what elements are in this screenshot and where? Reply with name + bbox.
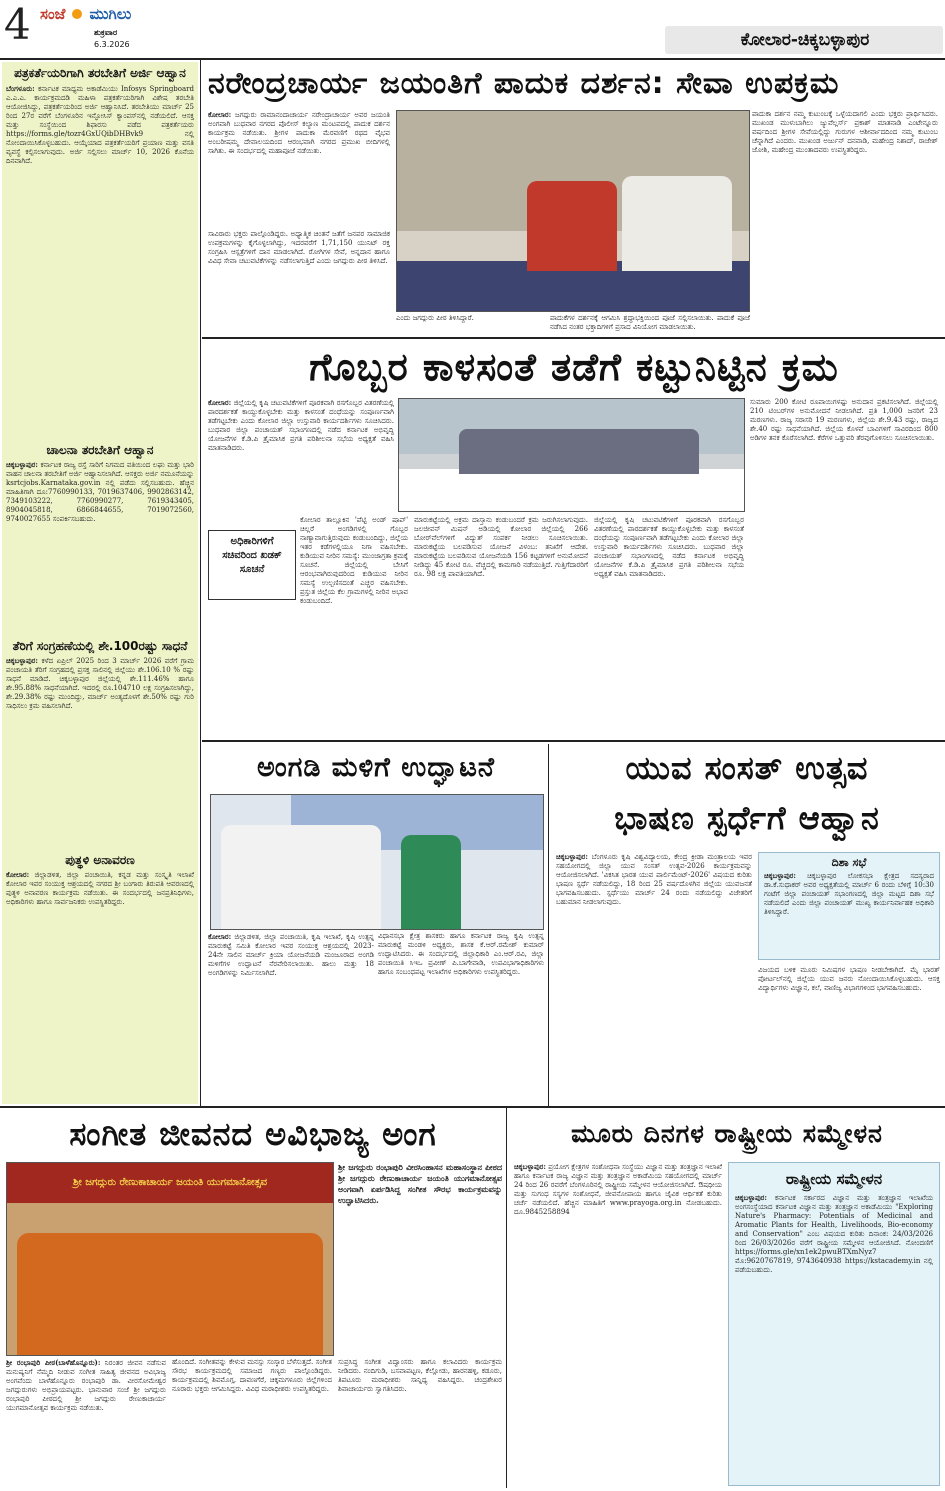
sidebar-headline-1: ಪತ್ರಕರ್ತೆಯರಿಗಾಗಿ ತರಬೇತಿಗೆ ಅರ್ಜಿ ಆಹ್ವಾನ	[14, 66, 186, 80]
mid-story-col-1	[208, 398, 394, 524]
article-body: ಸುಮಾರು 200 ಕೋಟಿ ರೂಪಾಯಿಗಳಷ್ಟು ಅನುದಾನ ಪ್ರಕಟಿಸಲಾಗಿದೆ. ಜಿಲ್ಲೆಯಲ್ಲಿ 210 ಟಿಂಬರ್‌ಗಳ ಅನುಮೋದನೆ ನೀಡಲಾಗಿದೆ. ಪ್ರತಿ 1,000 ಜನರಿಗೆ 23 ಮರಣಗಳು. ರಾಜ್ಯ ಸರಾಸರಿ 19 ಮರಣಗಳು, ಜಿಲ್ಲೆಯ ಶೇ.9.43 ರಷ್ಟು, ರಾಜ್ಯದ ಶೇ.40 ರಷ್ಟು ಸಾಧನೆಯಾಗಿದೆ. ಜಿಲ್ಲೆಯ ಕೊಳವೆ ಬಾವಿಗಳಿಗೆ ಸಾವಿರದಿಂದ 800 ಅಡಿಗಳ ತನಕ ಕೊರೆಸಲಾಗಿದೆ. ಕೆರೆಗಳ ಒತ್ತುವರಿ ತೆರವುಗೊಳಿಸಲು ಸೂಚಿಸಲಾಯಿತು.	[750, 398, 938, 442]
divider-bottom	[0, 1106, 945, 1108]
page-number: 4	[4, 0, 31, 49]
photo-banner-text: ಶ್ರೀ ಜಗದ್ಗುರು ರೇಣುಕಾಚಾರ್ಯ ಜಯಂತಿ ಯುಗಮಾನೋತ್ಸವ	[72, 1177, 268, 1188]
photo-woman	[401, 835, 461, 929]
masthead-divider	[0, 58, 945, 60]
sidebar-story-1	[6, 66, 194, 374]
issue-date: 6.3.2026	[94, 40, 130, 49]
angadi-col-1	[208, 932, 374, 1100]
yuva-col-1	[556, 852, 752, 1100]
mid-story-col-2	[300, 516, 408, 736]
mid-story-photo	[398, 398, 745, 512]
article-body: ಜಿಲ್ಲಾಡಳಿತ, ಜಿಲ್ಲಾ ಪಂಚಾಯಿತಿ, ಕೃಷಿ ಇಲಾಖೆ, ಕೃಷಿ ಉತ್ಪನ್ನ ಮಾರುಕಟ್ಟೆ ಸಮಿತಿ ಕೋಲಾರ ಇವರ ಸಂಯುಕ್ತ ಆಶ್ರಯದಲ್ಲಿ 2023-24ನೇ ಸಾಲಿನ ಮಾರ್ಚ್ ಕ್ರಿಯಾ ಯೋಜನೆಯಡಿ ಮಂಜೂರಾದ ಅಂಗಡಿ ಮಳಿಗೆಗಳ ಉದ್ಘಾಟನೆ ನೆರವೇರಿಸಲಾಯಿತು. ಹಾಲು ಮತ್ತು 18 ಅಂಗಡಿಗಳನ್ನು ನಿರ್ಮಿಸಲಾಗಿದೆ.	[208, 933, 374, 977]
dateline: ಚಿಕ್ಕಬಳ್ಳಾಪುರ:	[6, 460, 38, 469]
dateline: ಚಿಕ್ಕಬಳ್ಳಾಪುರ:	[514, 1162, 546, 1171]
sammelana-box	[728, 1162, 940, 1486]
sidebar-headline-4: ಪುತ್ಥಳಿ ಅನಾವರಣ	[65, 853, 135, 867]
sangeeta-col-3	[338, 1358, 502, 1486]
article-body: ಸಾವಿರಾರು ಭಕ್ತರು ಪಾಲ್ಗೊಂಡಿದ್ದರು. ಅಧ್ಯಾತ್ಮಿಕ ಚಿಂತನೆ ಜತೆಗೆ ಜನಪರ ಸಾಮಾಜಿಕ ಉಪಕ್ರಮಗಳನ್ನು ಕೈಗೊಳ್ಳಲಾಗಿದ್ದು, ಇದರವರೆಗೆ 1,71,150 ಯುನಿಟ್ ರಕ್ತ ಸಂಗ್ರಹಿಸಿ ಆಸ್ಪತ್ರೆಗಳಿಗೆ ದಾನ ಮಾಡಲಾಗಿದೆ. ರೋಗಿಗಳ ಸೇವೆ, ಅನ್ನದಾನ ಹಾಗೂ ವಿವಿಧ ಸೇವಾ ಚಟುವಟಿಕೆಗಳನ್ನು ನಡೆಸಲಾಗುತ್ತಿದೆ ಎಂದು ಜಗದ್ಗುರು ಪೀಠ ತಿಳಿಸಿದೆ.	[208, 230, 390, 265]
sun-icon	[72, 9, 82, 19]
sangeeta-col-1	[6, 1358, 166, 1486]
sidebar-story-2	[6, 444, 194, 632]
dateline: ಬೆಂಗಳೂರು:	[6, 84, 35, 93]
photo-seers	[17, 1233, 323, 1355]
disha-box	[758, 852, 940, 960]
sidebar-story-3	[6, 640, 194, 836]
article-body: ಜಿಲ್ಲೆಯಲ್ಲಿ ಕೃಷಿ ಚಟುವಟಿಕೆಗಳಿಗೆ ಪೂರಕವಾಗಿ ರಸಗೊಬ್ಬರ ವಿತರಣೆಯಲ್ಲಿ ಪಾರದರ್ಶಕತೆ ಕಾಯ್ದುಕೊಳ್ಳಬೇಕು ಮತ್ತು ಕಾಳಸಂತೆ ದಂಧೆಯನ್ನು ಸಂಪೂರ್ಣವಾಗಿ ತಡೆಗಟ್ಟಬೇಕು ಎಂದು ಕೋಲಾರ ಜಿಲ್ಲಾ ಉಸ್ತುವಾರಿ ಕಾರ್ಯದರ್ಶಿಗಳು ಸೂಚಿಸಿದರು. ಬುಧವಾರ ಜಿಲ್ಲಾ ಪಂಚಾಯತ್ ಸಭಾಂಗಣದಲ್ಲಿ ನಡೆದ ಕರ್ನಾಟಕ ಅಭಿವೃದ್ಧಿ ಯೋಜನೆಗಳ ಕೆ.ಡಿ.ಪಿ ತ್ರೈಮಾಸಿಕ ಪ್ರಗತಿ ಪರಿಶೀಲನಾ ಸಭೆಯ ಅಧ್ಯಕ್ಷತೆ ವಹಿಸಿ ಮಾತನಾಡಿದರು.	[594, 516, 744, 578]
dateline: ಕೋಲಾರ:	[6, 870, 30, 879]
masthead	[0, 0, 945, 58]
dateline: ಚಿಕ್ಕಬಳ್ಳಾಪುರ:	[764, 871, 796, 880]
top-story-photo-caption: ಎಂದು ಜಗದ್ಗುರು ಪೀಠ ತಿಳಿಸಿದ್ದಾರೆ.	[396, 314, 474, 322]
sidebar-body-1	[6, 84, 194, 374]
sammelana-box-body	[729, 1189, 939, 1487]
photo-people-group	[527, 181, 617, 271]
article-body: ಕೋಲಾರ ತಾಲ್ಲೂಕಿನ 'ಪೆಟ್ಟಿ ಅಂಡ್ ಷಾಪ್' ಚಿಲ್ಲರೆ ಅಂಗಡಿಗಳಲ್ಲಿ ಗೊಬ್ಬರ ನಾಣ್ಯಾವಾಗುತ್ತಿರುವುದು ಕಂಡುಬಂದಿದ್ದು, ಜಿಲ್ಲೆಯ ಇತರ ಕಡೆಗಳಲ್ಲಿಯೂ ನಿಗಾ ವಹಿಸಬೇಕು. ಕುಡಿಯುವ ನೀರಿನ ಸಮಸ್ಯೆ: ಮುಂಜಾಗ್ರತಾ ಕ್ರಮಕ್ಕೆ ಸೂಚನೆ. ಜಿಲ್ಲೆಯಲ್ಲಿ ಬೇಸಿಗೆ ಆರಂಭವಾಗಿರುವುದರಿಂದ ಕುಡಿಯುವ ನೀರಿನ ಸಮಸ್ಯೆ ಉಲ್ಬಣಿಸದಂತೆ ಎಚ್ಚರ ವಹಿಸಬೇಕು. ಪ್ರಸ್ತುತ ಜಿಲ್ಲೆಯ ಕೆಲ ಗ್ರಾಮಗಳಲ್ಲಿ ನೀರಿನ ಅಭಾವ ಕಂಡುಬಂದಿದೆ.	[300, 516, 408, 605]
dateline: ಚಿಕ್ಕಬಳ್ಳಾಪುರ:	[735, 1193, 767, 1202]
article-body: ಕರ್ನಾಟಕ ರಾಜ್ಯ ರಸ್ತೆ ಸಾರಿಗೆ ನಿಗಮದ ವತಿಯಿಂದ ಲಘು ಮತ್ತು ಭಾರಿ ವಾಹನ ಚಾಲನಾ ತರಬೇತಿಗೆ ಅರ್ಜಿ ಆಹ್ವಾನಿಸಲಾಗಿದೆ. ಆಸಕ್ತರು ಅರ್ಜಿ ನಮೂನೆಯನ್ನು ksrtcjobs.Karnataka.gov.in ನಲ್ಲಿ ಪಡೆದು ಸಲ್ಲಿಸಬಹುದು. ಹೆಚ್ಚಿನ ಮಾಹಿತಿಗಾಗಿ ದೂ:7760990133, 7019637406, 9902863142, 7349103222, 7760990277, 7619343405, 8904045818, 6866844655, 7019072560, 9740027655 ಸಂಪರ್ಕಿಸಬಹುದು.	[6, 461, 194, 523]
sammelana-headline: ಮೂರು ದಿನಗಳ ರಾಷ್ಟ್ರೀಯ ಸಮ್ಮೇಳನ	[571, 1119, 883, 1148]
sidebar-story-4	[6, 854, 194, 1090]
sidebar-divider	[200, 60, 201, 1106]
top-story-col-2	[208, 230, 390, 334]
sangeeta-side-caption: ಶ್ರೀ ಜಗದ್ಗುರು ರಂಭಾಪುರಿ ವೀರಸಿಂಹಾಸನ ಮಹಾಸಂಸ್ಥಾನ ಪೀಠದ ಶ್ರೀ ಜಗದ್ಗುರು ರೇಣುಕಾಚಾರ್ಯ ಜಯಂತಿ ಯುಗಮಾನೋತ್ಸವ ಅಂಗವಾಗಿ ಏರ್ಪಡಿಸಿದ್ದ ಸಂಗೀತ ಸೌರಭ ಕಾರ್ಯಕ್ರಮವನ್ನು ಉದ್ಘಾಟಿಸಿದರು.	[338, 1162, 502, 1205]
dateline: ಕೋಲಾರ:	[208, 398, 232, 407]
dateline: ಚಿಕ್ಕಬಳ್ಳಾಪುರ:	[556, 852, 588, 861]
article-body: ವಿಜಯದ ಬಳಿಕ ಮೂರು ನಿಮಿಷಗಳ ಭಾಷಣ ನೀಡಬೇಕಾಗಿದೆ. ಮೈ ಭಾರತ್ ಪೋರ್ಟಲ್‌ನಲ್ಲಿ ಜಿಲ್ಲೆಯ ಯುವ ಜನರು ನೋಂದಾಯಿಸಿಕೊಳ್ಳಬಹುದು. ಆಸಕ್ತ ವಿದ್ಯಾರ್ಥಿಗಳು ವಿಜ್ಞಾನ, ಕಲೆ, ವಾಣಿಜ್ಯ ವಿಭಾಗಗಳಿಂದ ಭಾಗವಹಿಸಬಹುದು.	[758, 966, 940, 992]
article-body: ವಿಧಾನಸಭಾ ಕ್ಷೇತ್ರ ಶಾಸಕರು ಹಾಗೂ ಕರ್ನಾಟಕ ರಾಜ್ಯ ಕೃಷಿ ಉತ್ಪನ್ನ ಮಾರುಕಟ್ಟೆ ಮಂಡಳಿ ಅಧ್ಯಕ್ಷರು, ಶಾಸಕ ಕೆ.ಆರ್.ರಮೇಶ್ ಕುಮಾರ್ ಉದ್ಘಾಟಿಸಿದರು. ಈ ಸಂದರ್ಭದಲ್ಲಿ ಜಿಲ್ಲಾಧಿಕಾರಿ ಎಂ.ಆರ್.ರವಿ, ಜಿಲ್ಲಾ ಪಂಚಾಯಿತಿ ಸಿಇಒ ಪ್ರವೀಣ್ ಪಿ.ಬಾಗೇವಾಡಿ, ಉಪವಿಭಾಗಾಧಿಕಾರಿಗಳು ಹಾಗೂ ಸಂಬಂಧಪಟ್ಟ ಇಲಾಖೆಗಳ ಅಧಿಕಾರಿಗಳು ಉಪಸ್ಥಿತರಿದ್ದರು.	[378, 932, 544, 976]
sangeeta-col-2	[172, 1358, 332, 1486]
mid-story-col-4	[750, 398, 938, 736]
disha-box-body	[759, 869, 939, 957]
top-story-headline: ನರೇಂದ್ರಚಾರ್ಯ ಜಯಂತಿಗೆ ಪಾದುಕ ದರ್ಶನ: ಸೇವಾ ಉಪಕ್ರಮ	[208, 66, 840, 101]
sangeeta-headline: ಸಂಗೀತ ಜೀವನದ ಅವಿಭಾಜ್ಯ ಅಂಗ	[69, 1115, 437, 1153]
photo-table	[399, 469, 744, 511]
photo-men	[221, 825, 381, 929]
mid-story-col-3	[414, 516, 588, 736]
section-title: ಕೋಲಾರ-ಚಿಕ್ಕಬಳ್ಳಾಪುರ	[740, 30, 870, 50]
article-body: ಕರ್ನಾಟಕ ಸರ್ಕಾರದ ವಿಜ್ಞಾನ ಮತ್ತು ತಂತ್ರಜ್ಞಾನ ಇಲಾಖೆಯ ಅಂಗಸಂಸ್ಥೆಯಾದ ಕರ್ನಾಟಕ ವಿಜ್ಞಾನ ಮತ್ತು ತಂತ್ರಜ್ಞಾನ ಅಕಾಡೆಮಿಯು "Exploring Nature's Pharmacy: Potentials of Medicinal and Aromatic Plants for Health, Livelihoods, Bio-economy and Conservation" ಎಂಬ ವಿಷಯದ ಕುರಿತು ದಿನಾಂಕ: 24/03/2026 ರಿಂದ 26/03/2026ರ ವರೆಗೆ ರಾಷ್ಟ್ರೀಯ ಸಮ್ಮೇಳನ ಆಯೋಜಿಸಿದೆ. ನೋಂದಣಿಗೆ https://forms.gle/xn1ek2pwuBTXmNyz7 ಮೊ:9620767819, 9743640938 https://kstacademy.in ನಲ್ಲಿ ಪಡೆಯಬಹುದು.	[735, 1194, 933, 1274]
article-body: ಮಾರುಕಟ್ಟೆಯಲ್ಲಿ ಅಕ್ರಮ ದಾಸ್ತಾನು ಕಂಡುಬಂದರೆ ಕ್ರಮ ಜರುಗಿಸಲಾಗುವುದು. ಜಲಜೀವನ್ ಮಿಷನ್ ಅಡಿಯಲ್ಲಿ ಕೋಲಾರ ಜಿಲ್ಲೆಯಲ್ಲಿ 266 ಬೋರ್‌ವೆಲ್‌ಗಳಿಗೆ ವಿದ್ಯುತ್ ಸಂಪರ್ಕ ನೀಡಲು ಸೂಚಿಸಲಾಯಿತು. ಮಾರುಕಟ್ಟೆಯ ಬಲಪಡಿಸುವ ಯೋಜನೆ ವಿಳಂಬ: ತನಿಖೆಗೆ ಆದೇಶ. ಮಾರುಕಟ್ಟೆಯ ಬಲಪಡಿಸುವ ಯೋಜನೆಯಡಿ 156 ಕಟ್ಟಡಗಳಿಗೆ ಅನುಮೋದನೆ ನೀಡಿದ್ದು 45 ಕೋಟಿ ರೂ. ವೆಚ್ಚದಲ್ಲಿ ಕಾಮಗಾರಿ ನಡೆಯುತ್ತಿದೆ. ಗುತ್ತಿಗೆದಾರರಿಗೆ ರೂ. 98 ಲಕ್ಷ ಪಾವತಿಯಾಗಿದೆ.	[414, 516, 588, 578]
article-body: ಜಗದ್ಗುರು ರಾಮಾನಂದಾಚಾರ್ಯ ನರೇಂದ್ರಾಚಾರ್ಯ ಅವರ ಜಯಂತಿ ಅಂಗವಾಗಿ ಬುಧವಾರ ನಗರದ ಪೊಲೀಸ್ ಕಲ್ಯಾಣ ಮಂಟಪದಲ್ಲಿ ಪಾದುಕ ದರ್ಶನ ಕಾರ್ಯಕ್ರಮ ನಡೆಯಿತು. ಶ್ರೀಗಳ ಪಾದುಕಾ ಮೆರವಣಿಗೆ ರಥದ ವೈಭವ ಅಂಬರೀಷಮ್ಮ ದೇವಾಲಯದಿಂದ ಆರಂಭವಾಗಿ ನಗರದ ಪ್ರಮುಖ ಬೀದಿಗಳಲ್ಲಿ ಸಾಗಿತು. ಈ ಸಂದರ್ಭದಲ್ಲಿ ಮಹಾಪೂಜೆ ನಡೆಯಿತು.	[208, 111, 390, 155]
yuva-headline-1: ಯುವ ಸಂಸತ್ ಉತ್ಸವ	[625, 749, 869, 787]
article-body: ಪ್ರಯೋಗ ಕ್ಷೇತ್ರಗಳ ಸಂಶೋಧನಾ ಸಂಸ್ಥೆಯು ವಿಜ್ಞಾನ ಮತ್ತು ತಂತ್ರಜ್ಞಾನ ಇಲಾಖೆ ಹಾಗೂ ಕರ್ನಾಟಕ ರಾಜ್ಯ ವಿಜ್ಞಾನ ಮತ್ತು ತಂತ್ರಜ್ಞಾನ ಅಕಾಡೆಮಿಯ ಸಹಯೋಗದಲ್ಲಿ ಮಾರ್ಚ್ 24 ರಿಂದ 26 ರವರೆಗೆ ಬೆಂಗಳೂರಿನಲ್ಲಿ ರಾಷ್ಟ್ರೀಯ ಸಮ್ಮೇಳನ ಆಯೋಜಿಸಲಾಗಿದೆ. ಔಷಧೀಯ ಮತ್ತು ಸುಗಂಧ ಸಸ್ಯಗಳ ಸಂಶೋಧನೆ, ಜೀವನೋಪಾಯ ಹಾಗೂ ಜೈವಿಕ ಆರ್ಥಿಕತೆ ಕುರಿತು ಚರ್ಚೆ ನಡೆಯಲಿದೆ. ಹೆಚ್ಚಿನ ಮಾಹಿತಿಗೆ www.prayoga.org.in ನೋಡಬಹುದು. ದೂ.9845258894	[514, 1163, 722, 1216]
sidebar-body-4	[6, 870, 194, 1090]
angadi-col-2	[378, 932, 544, 1100]
article-body: ಚಿಕ್ಕಬಳ್ಳಾಪುರ ಲೋಕಸಭಾ ಕ್ಷೇತ್ರದ ಸದಸ್ಯರಾದ ಡಾ.ಕೆ.ಸುಧಾಕರ್ ಅವರ ಅಧ್ಯಕ್ಷತೆಯಲ್ಲಿ ಮಾರ್ಚ್ 6 ರಂದು ಬೆಳಿಗ್ಗೆ 10:30 ಗಂಟೆಗೆ ಜಿಲ್ಲಾ ಪಂಚಾಯತ್ ಸಭಾಂಗಣದಲ್ಲಿ ಜಿಲ್ಲಾ ಮಟ್ಟದ ದಿಶಾ ಸಭೆ ನಡೆಯಲಿದೆ ಎಂದು ಜಿಲ್ಲಾ ಪಂಚಾಯತ್ ಮುಖ್ಯ ಕಾರ್ಯನಿರ್ವಾಹಕ ಅಧಿಕಾರಿ ತಿಳಿಸಿದ್ದಾರೆ.	[764, 872, 934, 916]
article-body: ಪಾದುಕಾ ದರ್ಶನ ನಮ್ಮ ಕುಟುಂಬಕ್ಕೆ ಒಳ್ಳೆಯದಾಗಲಿ ಎಂದು ಭಕ್ತರು ಪ್ರಾರ್ಥಿಸಿದರು. ಮುಖಂಡ ಮುಳುಬಾಗಿಲು ಜ್ಯುವೆಲ್ಲರ್ಸ್ ಪ್ರಕಾಶ್ ಮಾತನಾಡಿ ಎಂಟೇನ್ನೂರು ವರ್ಷದಿಂದ ಶ್ರೀಗಳ ಸೇವೆಯಲ್ಲಿದ್ದು ಗುರುಗಳ ಆಶೀರ್ವಾದದಿಂದ ನಮ್ಮ ಕುಟುಂಬ ಚೆನ್ನಾಗಿದೆ ಎಂದರು. ಮುಖಂಡ ಅರ್ಜುನ್ ದನವಾಡಿ, ಮಹೇಂದ್ರ ನಿಶಾದ್, ರಾಜೇಶ್ ಜೋಶಿ, ಮಹೇಂದ್ರ ಮುಂತಾದವರು ಉಪಸ್ಥಿತರಿದ್ದರು.	[752, 110, 938, 154]
article-body: ಜಿಲ್ಲೆಯಲ್ಲಿ ಕೃಷಿ ಚಟುವಟಿಕೆಗಳಿಗೆ ಪೂರಕವಾಗಿ ರಸಗೊಬ್ಬರ ವಿತರಣೆಯಲ್ಲಿ ಪಾರದರ್ಶಕತೆ ಕಾಯ್ದುಕೊಳ್ಳಬೇಕು ಮತ್ತು ಕಾಳಸಂತೆ ದಂಧೆಯನ್ನು ಸಂಪೂರ್ಣವಾಗಿ ತಡೆಗಟ್ಟಬೇಕು ಎಂದು ಕೋಲಾರ ಜಿಲ್ಲಾ ಉಸ್ತುವಾರಿ ಕಾರ್ಯದರ್ಶಿಗಳು ಸೂಚಿಸಿದರು. ಬುಧವಾರ ಜಿಲ್ಲಾ ಪಂಚಾಯತ್ ಸಭಾಂಗಣದಲ್ಲಿ ನಡೆದ ಕರ್ನಾಟಕ ಅಭಿವೃದ್ಧಿ ಯೋಜನೆಗಳ ಕೆ.ಡಿ.ಪಿ ತ್ರೈಮಾಸಿಕ ಪ್ರಗತಿ ಪರಿಶೀಲನಾ ಸಭೆಯ ಅಧ್ಯಕ್ಷತೆ ವಹಿಸಿ ಮಾತನಾಡಿದರು.	[208, 399, 394, 452]
sidebar-headline-3: ತೆರಿಗೆ ಸಂಗ್ರಹಣೆಯಲ್ಲಿ ಶೇ.100ರಷ್ಟು ಸಾಧನೆ	[12, 639, 188, 653]
yuva-col-2	[758, 966, 940, 1100]
article-body: ಸುಪ್ರಸಿದ್ಧ ಸಂಗೀತ ವಿದ್ವಾಂಸರು ಹಾಗೂ ಕಲಾವಿದರು ಕಾರ್ಯಕ್ರಮ ನೀಡಿದರು. ನಂದಿಗುಡಿ, ಬಸವಾಪಟ್ಟಣ, ಕೆಲ್ಲೋಡು, ಹಾರನಹಳ್ಳಿ, ಕಡೂರು, ತಿಪಟೂರು ಮಠಾಧೀಶರು ಸಾನ್ನಿಧ್ಯ ವಹಿಸಿದ್ದರು. ಚಂದ್ರಶೇಖರ ಶಿವಾಚಾರ್ಯರು ಸ್ವಾಗತಿಸಿದರು.	[338, 1358, 502, 1393]
sidebar-body-2	[6, 460, 194, 632]
sangeeta-photo	[6, 1162, 334, 1356]
article-body: ಬೆಂಗಳೂರು ಕೃಷಿ ವಿಶ್ವವಿದ್ಯಾಲಯ, ಕೇಂದ್ರ ಕ್ರೀಡಾ ಮಂತ್ರಾಲಯ ಇವರ ಸಹಯೋಗದಲ್ಲಿ ಜಿಲ್ಲಾ ಯುವ ಸಂಸತ್ ಉತ್ಸವ-2026 ಕಾರ್ಯಕ್ರಮವನ್ನು ಆಯೋಜಿಸಲಾಗಿದೆ. 'ವಿಕಸಿತ ಭಾರತ ಯುವ ಪಾರ್ಲಿಮೆಂಟ್-2026' ವಿಷಯದ ಕುರಿತು ಭಾಷಣ ಸ್ಪರ್ಧೆ ನಡೆಯಲಿದ್ದು, 18 ರಿಂದ 25 ವರ್ಷದೊಳಗಿನ ಜಿಲ್ಲೆಯ ಯುವಜನತೆ ಭಾಗವಹಿಸಬಹುದು. ಸ್ಪರ್ಧೆಯು ಮಾರ್ಚ್ 24 ರಂದು ನಡೆಯಲಿದ್ದು ವಿಜೇತರಿಗೆ ಬಹುಮಾನ ನೀಡಲಾಗುವುದು.	[556, 853, 752, 906]
article-body: ಕಳೆದ ಏಪ್ರಿಲ್ 2025 ರಿಂದ 3 ಮಾರ್ಚ್ 2026 ವರೆಗೆ ಗ್ರಾಮ ಪಂಚಾಯತಿ ತೆರಿಗೆ ಸಂಗ್ರಹದಲ್ಲಿ ಪ್ರಸಕ್ತ ಸಾಲಿನಲ್ಲಿ ಜಿಲ್ಲೆಯು ಶೇ.106.10 % ರಷ್ಟು ಸಾಧನೆ ಮಾಡಿದೆ. ಚಿಕ್ಕಬಳ್ಳಾಪುರ ಜಿಲ್ಲೆಯಲ್ಲಿ ಶೇ.111.46% ಹಾಗೂ ಶೇ.95.88% ಸಾಧನೆಯಾಗಿದೆ. ಇದರಲ್ಲಿ ರೂ.104710 ಲಕ್ಷ ಸಂಗ್ರಹಿಸಲಾಗಿದ್ದು, ಶೇ.29.38% ರಷ್ಟು ಮುಂದಿದ್ದು, ಮಾರ್ಚ್ ಅಂತ್ಯದೊಳಗೆ ಶೇ.50% ರಷ್ಟು ಗುರಿ ಸಾಧಿಸಲು ಕ್ರಮ ವಹಿಸಲಾಗಿದೆ.	[6, 657, 194, 710]
sidebar-body-3	[6, 656, 194, 836]
angadi-headline: ಅಂಗಡಿ ಮಳಿಗೆ ಉದ್ಘಾಟನೆ	[257, 752, 495, 783]
yuva-headline-2: ಭಾಷಣ ಸ್ಪರ್ಧೆಗೆ ಆಹ್ವಾನ	[614, 799, 880, 837]
sidebar-headline-2: ಚಾಲನಾ ತರಬೇತಿಗೆ ಆಹ್ವಾನ	[46, 443, 154, 457]
photo-officials	[459, 429, 699, 474]
photo-people-men	[622, 176, 732, 271]
divider-mid-story	[202, 740, 945, 742]
paper-name-b: ಮುಗಿಲು	[89, 5, 132, 23]
mid-story-col-5	[594, 516, 744, 736]
article-body: ಕರ್ನಾಟಕ ಮಾಧ್ಯಮ ಅಕಾಡೆಮಿಯು Infosys Springboard ಎ.ಎ.ಎ. ಕಾರ್ಯಕ್ರಮದಡಿ ಮಹಿಳಾ ಪತ್ರಕರ್ತೆಯರಿಗಾಗಿ ವಿಶೇಷ ತರಬೇತಿ ಆಯೋಜಿಸಿದ್ದು, ಪತ್ರಕರ್ತೆಯರಿಂದ ಅರ್ಜಿ ಆಹ್ವಾನಿಸಿದೆ. ತರಬೇತಿಯು ಮಾರ್ಚ್ 25 ರಿಂದ 27ರ ವರೆಗೆ ಬೆಂಗಳೂರಿನ ಇನ್ಫೋಸಿಸ್ ಕ್ಯಾಂಪಸ್‌ನಲ್ಲಿ ನಡೆಯಲಿದೆ. ಆಸಕ್ತ ಮತ್ತು ಸಂಸ್ಥೆಯಿಂದ ಶಿಫಾರಸು ಪಡೆದ ಪತ್ರಕರ್ತೆಯರು https://forms.gle/tozr4GxUQibDHBvk9 ನಲ್ಲಿ ನೋಂದಾಯಿಸಿಕೊಳ್ಳಬಹುದು. ಆಯ್ಕೆಯಾದ ಪತ್ರಕರ್ತೆಯರಿಗೆ ಪ್ರಯಾಣ ಮತ್ತು ವಸತಿ ವ್ಯವಸ್ಥೆ ಕಲ್ಪಿಸಲಾಗುವುದು. ಅರ್ಜಿ ಸಲ್ಲಿಸಲು ಮಾರ್ಚ್ 10, 2026 ಕೊನೆಯ ದಿನವಾಗಿದೆ.	[6, 85, 194, 165]
sub-box-text: ಅಧಿಕಾರಿಗಳಿಗೆ ಸಚಿವರಿಂದ ಖಡಕ್ ಸೂಚನೆ	[222, 536, 282, 575]
divider-angadi	[548, 744, 549, 1106]
mid-story-sub-box	[208, 530, 296, 600]
sammelana-col-1	[514, 1162, 722, 1486]
mid-story-headline: ಗೊಬ್ಬರ ಕಾಳಸಂತೆ ತಡೆಗೆ ಕಟ್ಟುನಿಟ್ಟಿನ ಕ್ರಮ	[309, 345, 839, 389]
divider-sangeeta	[506, 1108, 507, 1488]
article-body: ಜಿಲ್ಲಾಡಳಿತ, ಜಿಲ್ಲಾ ಪಂಚಾಯಿತಿ, ಕನ್ನಡ ಮತ್ತು ಸಂಸ್ಕೃತಿ ಇಲಾಖೆ ಕೋಲಾರ ಇವರ ಸಂಯುಕ್ತ ಆಶ್ರಯದಲ್ಲಿ ನಗರದ ಶ್ರೀ ಬಂಗಾರು ತಿರುಪತಿ ಆವರಣದಲ್ಲಿ ಪುತ್ಥಳಿ ಅನಾವರಣ ಕಾರ್ಯಕ್ರಮ ನಡೆಯಿತು. ಈ ಸಂದರ್ಭದಲ್ಲಿ ಜನಪ್ರತಿನಿಧಿಗಳು, ಅಧಿಕಾರಿಗಳು ಹಾಗೂ ಸಾರ್ವಜನಿಕರು ಉಪಸ್ಥಿತರಿದ್ದರು.	[6, 871, 194, 906]
paper-logo	[40, 4, 160, 30]
top-story-col-3	[752, 110, 938, 334]
disha-box-title: ದಿಶಾ ಸಭೆ	[831, 856, 867, 869]
dateline: ಚಿಕ್ಕಬಳ್ಳಾಪುರ:	[6, 656, 38, 665]
paper-name-a: ಸಂಜೆ	[40, 5, 66, 23]
top-story-col-mid: ಪಾದುಕೆಗಳ ದರ್ಶನಕ್ಕೆ ಆಗಮಿಸಿ ಶ್ರದ್ಧಾಭಕ್ತಿಯಿಂದ ಪೂಜೆ ಸಲ್ಲಿಸಲಾಯಿತು. ಪಾದುಕೆ ಪೂಜೆ ನಡೆಸಿದ ನಂತರ ಭಕ್ತಾದಿಗಳಿಗೆ ಪ್ರಸಾದ ವಿನಿಯೋಗ ಮಾಡಲಾಯಿತು.	[550, 314, 750, 331]
dateline: ಕೋಲಾರ:	[208, 932, 232, 941]
dateline: ಕೋಲಾರ:	[208, 110, 232, 119]
top-story-photo	[396, 110, 750, 312]
divider-top-story	[202, 337, 945, 339]
article-body: ಹೊಂದಿದೆ. ಸಂಗೀತವನ್ನು ಕೇಳುವ ಮನಸ್ಸು ಸಂಸ್ಕಾರ ಬೆಳೆಸುತ್ತದೆ. ಸಂಗೀತ ಸೌರಭ ಕಾರ್ಯಕ್ರಮದಲ್ಲಿ ಸಮಾಜದ ಗಣ್ಯರು ಪಾಲ್ಗೊಂಡಿದ್ದರು. ಕಾರ್ಯಕ್ರಮದಲ್ಲಿ ಶಿವಮೊಗ್ಗ, ದಾವಣಗೆರೆ, ಚಿಕ್ಕಮಗಳೂರು ಜಿಲ್ಲೆಗಳಿಂದ ನೂರಾರು ಭಕ್ತರು ಆಗಮಿಸಿದ್ದರು. ವಿವಿಧ ಮಠಾಧೀಶರು ಉಪಸ್ಥಿತರಿದ್ದರು.	[172, 1358, 332, 1393]
sammelana-box-title: ರಾಷ್ಟ್ರೀಯ ಸಮ್ಮೇಳನ	[785, 1170, 883, 1188]
angadi-photo	[210, 794, 544, 930]
weekday: ಶುಕ್ರವಾರ	[94, 28, 118, 37]
article-body: ನಿರಂತರ ಜೀವನ ನಡೆಸುವ ಮನುಷ್ಯನಿಗೆ ನೆಮ್ಮದಿ ನೀಡುವ ಸಂಗೀತ ಸಾಹಿತ್ಯ ಜೀವನದ ಅವಿಭಾಜ್ಯ ಅಂಗವೆಂದು ಬಾಳೆಹೊನ್ನೂರು ರಂಭಾಪುರಿ ಡಾ. ವೀರಸೋಮೇಶ್ವರ ಜಗದ್ಗುರುಗಳು ಅಭಿಪ್ರಾಯಪಟ್ಟರು. ಭಾನುವಾರ ಸಂಜೆ ಶ್ರೀ ಜಗದ್ಗುರು ರಂಭಾಪುರಿ ಪೀಠದಲ್ಲಿ ಶ್ರೀ ಜಗದ್ಗುರು ರೇಣುಕಾಚಾರ್ಯ ಯುಗಮಾನೋತ್ಸವ ಕಾರ್ಯಕ್ರಮ ನಡೆಯಿತು.	[6, 1359, 166, 1412]
dateline: ಶ್ರೀ ರಂಭಾಪುರಿ ಪೀಠ(ಬಾಳೆಹೊನ್ನೂರು):	[6, 1358, 101, 1367]
